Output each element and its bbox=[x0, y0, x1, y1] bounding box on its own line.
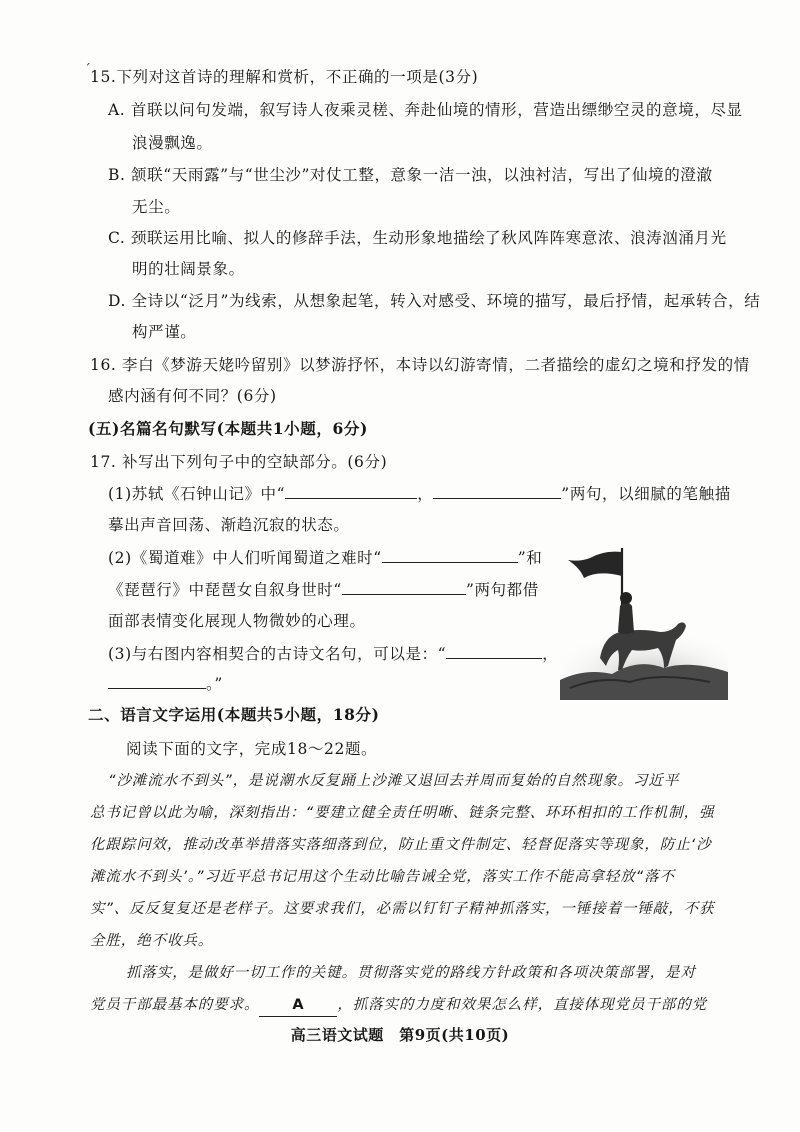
passage-line-4: 滩流水不到头’。”习近平总书记用这个生动比喻告诫全党，落实工作不能高拿轻放“落不 bbox=[90, 869, 675, 885]
passage-line-8-start: 党员干部最基本的要求。 bbox=[90, 997, 260, 1013]
q15-option-a-line2: 浪漫飘逸。 bbox=[132, 134, 213, 152]
q17-item1-suffix: ”两句，以细腻的笔触描 bbox=[561, 485, 731, 503]
section-5-heading: (五)名篇名句默写(本题共1小题，6分) bbox=[88, 419, 368, 438]
pen-tick-mark: ˊ bbox=[84, 62, 91, 78]
q17-blank-5[interactable] bbox=[446, 642, 542, 659]
q15-option-d-line2: 构严谨。 bbox=[132, 323, 197, 341]
q17-stem: 17. 补写出下列句子中的空缺部分。(6分) bbox=[90, 453, 388, 471]
passage-line-8-end: ，抓落实的力度和效果怎么样，直接体现党员干部的党 bbox=[337, 997, 708, 1013]
passage-line-2: 总书记曾以此为喻，深刻指出：“要建立健全责任明晰、链条完整、环环相扣的工作机制，强 bbox=[90, 805, 715, 821]
q17-item1-line1 bbox=[108, 482, 731, 505]
q17-item2-mid: ”和 bbox=[517, 549, 543, 567]
passage-line-8 bbox=[90, 994, 707, 1017]
q17-item2-line1 bbox=[108, 546, 542, 569]
q17-item2-line2 bbox=[108, 578, 539, 601]
section-2-heading: 二、语言文字运用(本题共5小题，18分) bbox=[88, 705, 380, 724]
passage-line-3: 化跟踪问效，推动改革举措落实落细落到位，防止重文件制定、轻督促落实等现象，防止‘沙 bbox=[90, 837, 712, 853]
q16-line2: 感内涵有何不同？(6分) bbox=[108, 387, 277, 405]
q15-stem: 15.下列对这首诗的理解和赏析，不正确的一项是(3分) bbox=[90, 68, 479, 86]
passage-line-6: 全胜，绝不收兵。 bbox=[90, 933, 214, 949]
rider-head bbox=[620, 592, 632, 604]
passage-line-5: 实”、反反复复还是老样子。这要求我们，必需以钉钉子精神抓落实，一锤接着一锤敲，不获 bbox=[90, 901, 715, 917]
q17-item3-line1 bbox=[108, 642, 558, 665]
q15-option-b-line1: B. 颔联“天雨露”与“世尘沙”对仗工整，意象一洁一浊，以浊衬洁，写出了仙境的澄澈 bbox=[108, 166, 713, 184]
battle-flag bbox=[568, 552, 622, 578]
q17-item1-prefix: (1)苏轼《石钟山记》中“ bbox=[108, 485, 286, 503]
q17-blank-1[interactable] bbox=[285, 482, 417, 499]
q17-item3-line2 bbox=[108, 672, 223, 695]
q17-blank-6[interactable] bbox=[108, 672, 206, 689]
horseman-banner-illustration bbox=[560, 540, 728, 700]
q17-blank-4[interactable] bbox=[342, 578, 466, 595]
q17-item3-end: 。” bbox=[206, 675, 223, 693]
q17-item2-pipa: 《琵琶行》中琵琶女自叙身世时“ bbox=[108, 581, 342, 599]
q17-item2-suffix: ”两句都借 bbox=[465, 581, 539, 599]
q17-item1-line2: 摹出声音回荡、渐趋沉寂的状态。 bbox=[108, 516, 350, 534]
q17-item1-sep: ， bbox=[417, 485, 434, 503]
q15-option-b-line2: 无尘。 bbox=[132, 198, 181, 216]
q17-item2-line3: 面部表情变化展现人物微妙的心理。 bbox=[108, 612, 366, 630]
passage-line-1: “沙滩流水不到头”，是说潮水反复踊上沙滩又退回去并周而复始的自然现象。习近平 bbox=[108, 773, 680, 789]
q17-blank-3[interactable] bbox=[382, 546, 518, 563]
q17-item3-prefix: (3)与右图内容相契合的古诗文名句，可以是：“ bbox=[108, 645, 447, 663]
blank-a[interactable]: A bbox=[259, 994, 337, 1017]
q15-option-d-line1: D. 全诗以“泛月”为线索，从想象起笔，转入对感受、环境的描写，最后抒情，起承转合，结 bbox=[108, 292, 761, 310]
q16-line1: 16. 李白《梦游天姥吟留别》以梦游抒怀，本诗以幻游寄情，二者描绘的虚幻之境和抒发的情 bbox=[90, 356, 750, 374]
q15-option-c-line2: 明的壮阔景象。 bbox=[132, 260, 245, 278]
q15-option-a-line1: A. 首联以问句发端，叙写诗人夜乘灵槎、奔赴仙境的情形，营造出缥缈空灵的意境，尽显 bbox=[108, 101, 743, 119]
page-footer: 高三语文试题 第9页(共10页) bbox=[290, 1026, 510, 1044]
q17-item3-sep: ， bbox=[542, 645, 559, 663]
q17-item2-prefix: (2)《蜀道难》中人们听闻蜀道之难时“ bbox=[108, 549, 382, 567]
reading-intro: 阅读下面的文字，完成18～22题。 bbox=[126, 740, 378, 758]
q17-blank-2[interactable] bbox=[433, 482, 561, 499]
q15-option-c-line1: C. 颈联运用比喻、拟人的修辞手法，生动形象地描绘了秋风阵阵寒意浓、浪涛汹涌月光 bbox=[108, 229, 727, 247]
passage-line-7: 抓落实，是做好一切工作的关键。贯彻落实党的路线方针政策和各项决策部署，是对 bbox=[126, 965, 696, 981]
rider bbox=[618, 602, 634, 634]
